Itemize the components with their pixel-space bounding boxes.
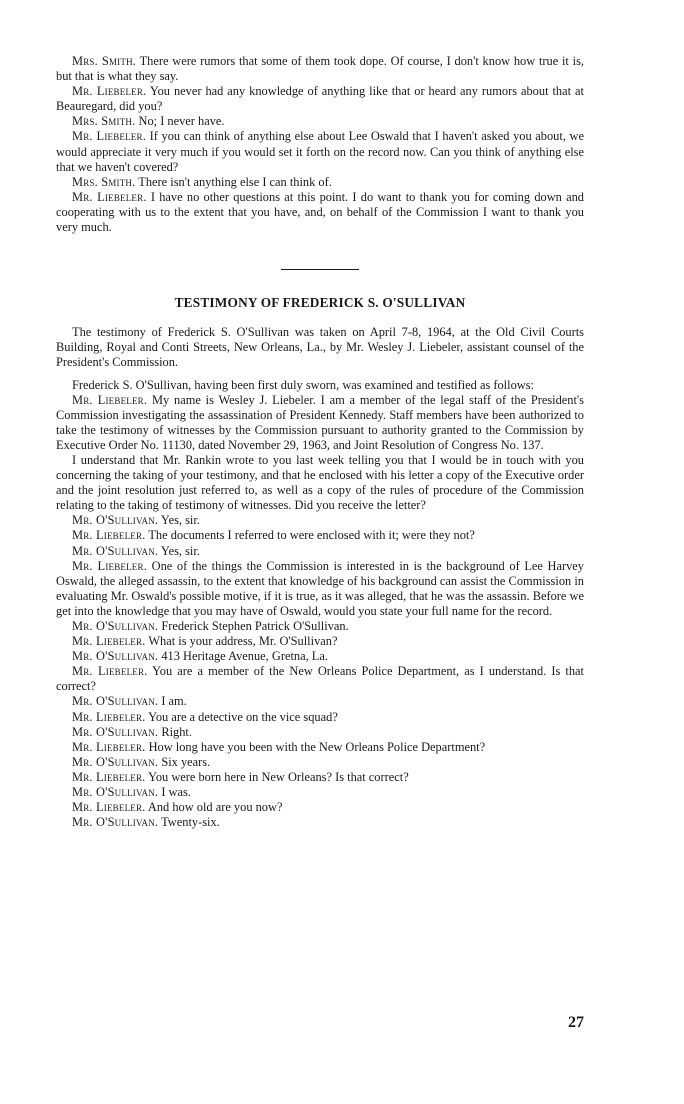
osullivan-testimony-section xyxy=(56,393,584,831)
speaker-name: Mr. O'Sullivan. xyxy=(72,513,159,528)
speaker-name: Mrs. Smith. xyxy=(72,54,137,68)
dialogue-text: You never had any knowledge of anything like that or heard any rumors about that at Beauregard, did you? xyxy=(56,84,584,114)
speaker-name: Mrs. Smith. xyxy=(72,174,136,189)
speaker-name: Mr. Liebeler. xyxy=(72,739,146,754)
dialogue-text: How long have you been with the New Orleans Police Department? xyxy=(145,739,486,754)
dialogue-text: You are a member of the New Orleans Police Department, as I understand. Is that correct? xyxy=(56,664,584,694)
dialogue-paragraph xyxy=(56,694,584,709)
dialogue-text: Six years. xyxy=(158,754,211,769)
speaker-name: Mr. O'Sullivan. xyxy=(72,649,159,664)
dialogue-text: No; I never have. xyxy=(135,114,225,129)
dialogue-paragraph xyxy=(56,393,584,453)
speaker-name: Mr. Liebeler. xyxy=(72,129,147,144)
dialogue-text: I am. xyxy=(158,694,187,709)
speaker-name: Mr. Liebeler. xyxy=(72,558,148,573)
speaker-name: Mr. O'Sullivan. xyxy=(72,785,159,800)
testimony-heading: TESTIMONY OF FREDERICK S. O'SULLIVAN xyxy=(174,295,466,311)
dialogue-paragraph xyxy=(56,54,584,84)
dialogue-text: What is your address, Mr. O'Sullivan? xyxy=(145,634,338,649)
dialogue-paragraph xyxy=(56,770,584,785)
page-number: 27 xyxy=(568,1014,584,1031)
speaker-name: Mr. Liebeler. xyxy=(72,84,147,99)
dialogue-paragraph xyxy=(56,785,584,800)
dialogue-text: Twenty-six. xyxy=(158,815,220,830)
dialogue-paragraph xyxy=(56,559,584,619)
dialogue-paragraph xyxy=(56,528,584,543)
dialogue-paragraph xyxy=(56,453,584,513)
dialogue-text: I understand that Mr. Rankin wrote to you last week telling you that I would be in touch with you concerning the taking of your testimony, and that he enclosed with his letter a copy of the Executive order and the joint resolution just referred to, as well as a copy of the rules of procedure of the Commission relating to the taking of testimony of witnesses. Did you receive the letter? xyxy=(56,452,584,513)
dialogue-text: The documents I referred to were enclosed with it; were they not? xyxy=(145,528,475,543)
dialogue-text: And how old are you now? xyxy=(145,800,283,815)
intro-paragraph: The testimony of Frederick S. O'Sullivan was taken on April 7-8, 1964, at the Old Civil Courts Building, Royal and Conti Streets, New Orleans, La., by Mr. Wesley J. Liebeler, assistant counsel of the President's Commission. xyxy=(56,325,584,370)
speaker-name: Mr. O'Sullivan. xyxy=(72,694,159,709)
dialogue-paragraph xyxy=(56,710,584,725)
speaker-name: Mr. Liebeler. xyxy=(72,189,147,204)
speaker-name: Mr. O'Sullivan. xyxy=(72,543,159,558)
dialogue-paragraph xyxy=(56,84,584,114)
dialogue-paragraph xyxy=(56,544,584,559)
dialogue-text: There isn't anything else I can think of. xyxy=(135,174,332,189)
dialogue-paragraph xyxy=(56,800,584,815)
speaker-name: Mr. Liebeler. xyxy=(72,528,146,543)
dialogue-text: You were born here in New Orleans? Is that correct? xyxy=(145,769,409,784)
dialogue-text: Yes, sir. xyxy=(158,513,200,528)
dialogue-text: I have no other questions at this point. I do want to thank you for coming down and cooperating with us to the extent that you have, and, on behalf of the Commission I want to thank you very much. xyxy=(56,189,584,235)
speaker-name: Mr. Liebeler. xyxy=(72,800,146,815)
dialogue-text: One of the things the Commission is interested in is the background of Lee Harvey Oswald, the alleged assassin, to the extent that knowledge of his background can assist the Commission in evaluating Mr. Oswald's possible motive, if it is true, as it was alleged, that he was the assassin. Before we get into the knowledge that you may have of Oswald, would you state your full name for the record. xyxy=(56,558,584,618)
dialogue-paragraph xyxy=(56,740,584,755)
dialogue-text: There were rumors that some of them took dope. Of course, I don't know how true it is, but that is what they say. xyxy=(56,54,584,84)
dialogue-text: My name is Wesley J. Liebeler. I am a member of the legal staff of the President's Commission investigating the assassination of President Kennedy. Staff members have been authorized to take the testimony of witnesses by the Commission pursuant to authority granted to the Commission by Executive Order No. 11130, dated November 29, 1963, and Joint Resolution of Congress No. 137. xyxy=(56,392,584,452)
dialogue-paragraph xyxy=(56,755,584,770)
speaker-name: Mr. Liebeler. xyxy=(72,634,146,649)
dialogue-paragraph xyxy=(56,664,584,694)
dialogue-paragraph xyxy=(56,129,584,174)
speaker-name: Mr. O'Sullivan. xyxy=(72,754,159,769)
dialogue-paragraph xyxy=(56,649,584,664)
dialogue-text: Frederick Stephen Patrick O'Sullivan. xyxy=(158,619,349,633)
sworn-paragraph: Frederick S. O'Sullivan, having been first duly sworn, was examined and testified as follows: xyxy=(72,377,534,392)
speaker-name: Mr. O'Sullivan. xyxy=(72,619,159,633)
speaker-name: Mr. Liebeler. xyxy=(72,769,146,784)
speaker-name: Mrs. Smith. xyxy=(72,114,136,129)
dialogue-paragraph xyxy=(56,634,584,649)
dialogue-text: Right. xyxy=(158,724,192,739)
dialogue-paragraph xyxy=(56,190,584,235)
dialogue-paragraph xyxy=(56,619,584,634)
dialogue-paragraph xyxy=(56,725,584,740)
speaker-name: Mr. Liebeler. xyxy=(72,392,148,407)
document-page xyxy=(56,54,584,830)
dialogue-text: I was. xyxy=(158,785,191,800)
dialogue-text: If you can think of anything else about Lee Oswald that I haven't asked you about, we would appreciate it very much if you would set it forth on the record now. Can you think of anything else that we haven't covered? xyxy=(56,129,584,174)
dialogue-paragraph xyxy=(56,114,584,129)
section-divider xyxy=(281,269,359,270)
dialogue-text: You are a detective on the vice squad? xyxy=(145,709,338,724)
speaker-name: Mr. O'Sullivan. xyxy=(72,815,159,830)
speaker-name: Mr. Liebeler. xyxy=(72,709,146,724)
speaker-name: Mr. Liebeler. xyxy=(72,664,148,679)
dialogue-paragraph xyxy=(56,175,584,190)
prior-testimony-section xyxy=(56,54,584,235)
dialogue-text: Yes, sir. xyxy=(158,543,200,558)
dialogue-paragraph xyxy=(56,815,584,830)
dialogue-text: 413 Heritage Avenue, Gretna, La. xyxy=(158,649,328,664)
dialogue-paragraph xyxy=(56,513,584,528)
speaker-name: Mr. O'Sullivan. xyxy=(72,724,159,739)
